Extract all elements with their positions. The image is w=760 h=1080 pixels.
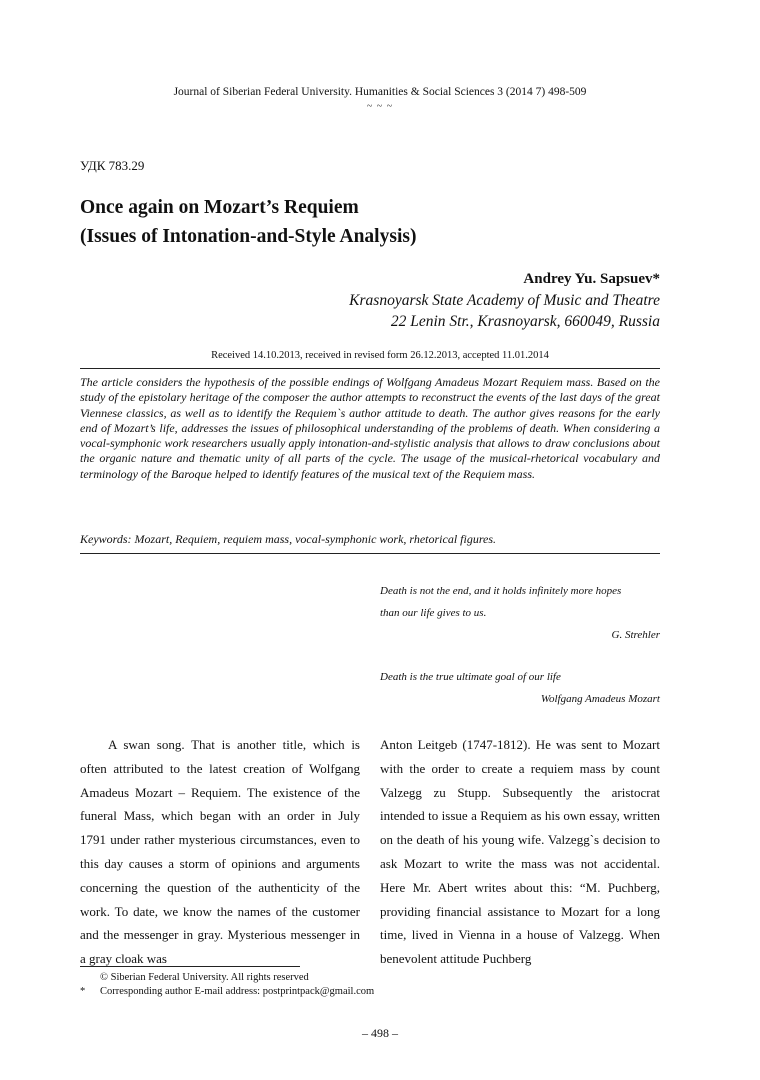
epigraph-1-attribution: G. Strehler [611, 629, 660, 641]
epigraph-2 [380, 666, 660, 710]
abstract: The article considers the hypothesis of the possible endings of Wolfgang Amadeus Mozart Requiem mass. Based on the study of the epistolary heritage of the composer the author attempts to reconstruct the events of the last days of the great Viennese classics, as well as to identify the Requiem`s author attitude to death. The author gives reasons for the early end of Mozart’s life, addresses the issues of philosophical understanding of the problems of death. When considering a vocal-symphonic work researchers usually apply intonation-and-stylistic analysis that allows to draw conclusions about the organic nature and thematic unity of all parts of the cycle. The usage of the musical-rhetorical vocabulary and terminology of the Baroque helped to identify features of the musical text of the Requiem mass. [80, 375, 660, 481]
journal-header: Journal of Siberian Federal University. Humanities & Social Sciences 3 (2014 7) 498-509 [173, 86, 587, 98]
author-address: 22 Lenin Str., Krasnoyarsk, 660049, Russia [390, 313, 660, 330]
article-title [80, 193, 416, 251]
keywords: Keywords: Mozart, Requiem, requiem mass, vocal-symphonic work, rhetorical figures. [80, 532, 497, 546]
footnote-star: * [80, 986, 86, 997]
author-affiliation: Krasnoyarsk State Academy of Music and Theatre [349, 292, 660, 309]
epigraph-1 [380, 580, 660, 646]
udk-code: УДК 783.29 [80, 158, 145, 173]
received-dates: Received 14.10.2013, received in revised form 26.12.2013, accepted 11.01.2014 [211, 350, 549, 361]
header-ornament: ~ ~ ~ [366, 101, 394, 112]
epigraph-1-line-2: than our life gives to us. [380, 607, 487, 619]
epigraph-1-line-1: Death is not the end, and it holds infinitely more hopes [380, 585, 622, 597]
footnote-copyright: © Siberian Federal University. All rights reserved [100, 972, 309, 983]
title-line-2: (Issues of Intonation-and-Style Analysis) [80, 226, 417, 247]
page-number: – 498 – [362, 1026, 398, 1040]
footnote-email: Corresponding author E-mail address: postprintpack@gmail.com [100, 986, 375, 997]
body-left-column: A swan song. That is another title, which is often attributed to the latest creation of Wolfgang Amadeus Mozart – Requiem. The existence of the funeral Mass, which began with an order in July 1791 under rather mysterious circumstances, even to this day causes a storm of opinions and arguments concerning the question of the authenticity of the work. To date, we know the names of the customer and the messenger in gray. Mysterious messenger in a gray cloak was [80, 737, 360, 967]
author-name: Andrey Yu. Sapsuev* [523, 271, 660, 287]
epigraph-2-attribution: Wolfgang Amadeus Mozart [540, 693, 660, 705]
title-line-1: Once again on Mozart’s Requiem [80, 197, 359, 218]
abstract-bottom-rule [80, 553, 660, 554]
footnote-corresponding [80, 986, 374, 997]
abstract-top-rule [80, 368, 660, 369]
author-block [349, 269, 660, 332]
epigraph-2-line-1: Death is the true ultimate goal of our life [380, 671, 561, 683]
body-right-column: Anton Leitgeb (1747-1812). He was sent to Mozart with the order to create a requiem mass by count Valzegg zu Stupp. Subsequently the aristocrat intended to issue a Requiem as his own essay, written on the death of his young wife. Valzegg`s decision to ask Mozart to write the mass was not accidental. Here Mr. Abert writes about this: “M. Puchberg, providing financial assistance to Mozart for a long time, lived in Vienna in a house of Valzegg. When benevolent attitude Puchberg [380, 737, 660, 967]
footnote-rule [80, 966, 300, 967]
